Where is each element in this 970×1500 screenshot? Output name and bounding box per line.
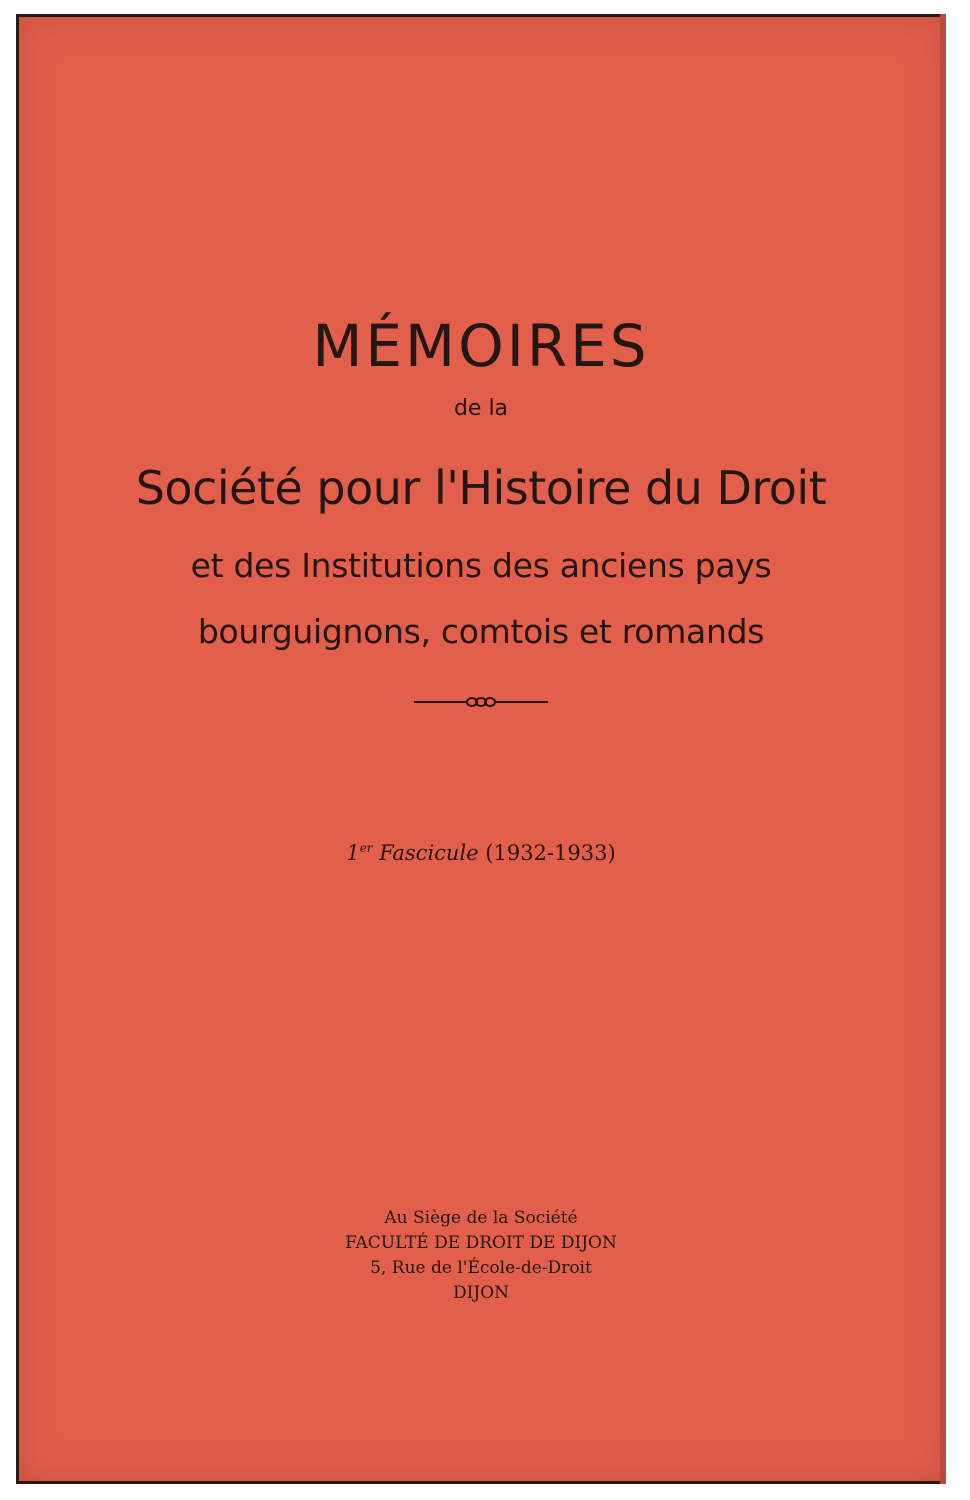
society-name: Société pour l'Histoire du Droit [135,461,827,515]
imprint-line-3: 5, Rue de l'École-de-Droit [370,1258,592,1278]
fascicule-superscript: er [359,841,373,855]
subtitle-line-2: bourguignons, comtois et romands [197,612,765,651]
book-cover [16,14,946,1484]
imprint-line-4: DIJON [453,1283,509,1303]
fascicule-line [16,834,946,867]
cover-title: MÉMOIRES [312,312,650,380]
divider-ornament-icon [414,694,548,710]
imprint-line-1: Au Siège de la Société [384,1208,578,1228]
publisher-imprint [16,1206,946,1306]
fascicule-years: (1932-1933) [485,841,616,865]
subtitle-line-1: et des Institutions des anciens pays [190,546,772,585]
title-connector: de la [453,396,509,421]
fascicule-label: Fascicule [379,841,479,865]
fascicule-number: 1 [346,841,360,865]
imprint-line-2: FACULTÉ DE DROIT DE DIJON [345,1233,617,1253]
